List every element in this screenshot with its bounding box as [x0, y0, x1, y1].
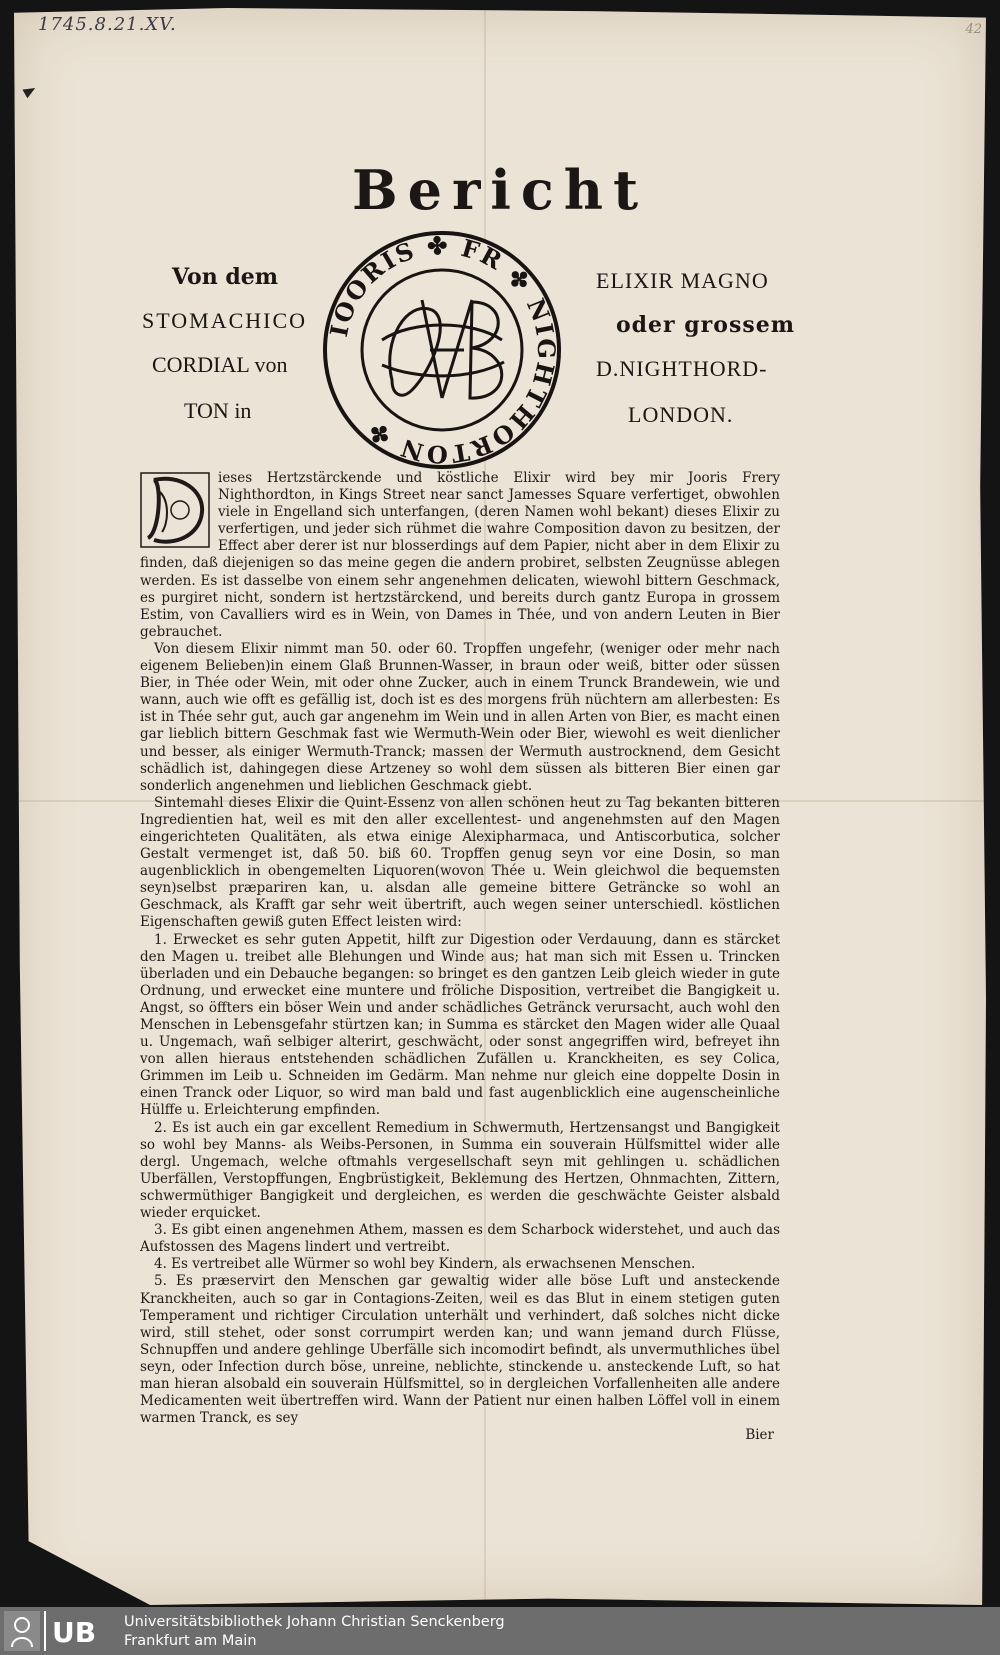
paragraph-point-5: 5. Es præservirt den Menschen gar gewaltig wider alle böse Luft und ansteckende Kranckheiten, auch so gar in Contagions-Zeiten, weil es das Blut in einem stetigen guten Temperament und richtiger Circulation unterhält und verhindert, daß solches nicht dicke wird, still stehet, oder sonst corrumpirt werden kan; und wann jemand durch Flüsse, Schnupffen und andere gehlinge Uberfälle sich incomodirt befindt, als unvermuthliches übel seyn, oder Infection durch böse, unreine, neblichte, stinckende u. ansteckende Luft, so hat man hieran alsobald ein souverain Hülfsmittel, so in dergleichen Vorfallenheiten alle andere Medicamenten weit übertreffen wird. Wann der Patient nur einen halben Löffel voll in einem warmen Tranck, es sey [140, 1273, 780, 1427]
heading-left-line-2: STOMACHICO [142, 308, 308, 333]
paragraph-ingredients: Sintemahl dieses Elixir die Quint-Essenz von allen schönen heut zu Tag bekanten bitteren Ingredientien hat, weil es mit den aller excellentest- und angenehmsten auf den Magen eingerichteten Qualitäten, als etwa einige Alexipharmaca, und Antiscorbutica, solcher Gestalt vermenget ist, daß 50. biß 60. Tropffen genug seyn vor eine Dosin, so man augenblicklich in obengemelten Liquoren(wovon Thée u. Wein gleichwol die bequemsten seyn)selbst præpariren kan, u. alsdan alle gemeine bittere Geträncke so wohl an Geschmack, als Krafft gar sehr weit übertrift, auch wegen seiner unterschiedl. köstlichen Eigenschaften gewiß guten Effect leisten wird: [140, 794, 780, 931]
heading-right-line-3: D.NIGHTHORD- [596, 356, 768, 381]
catchword: Bier [745, 1427, 774, 1444]
paragraph-point-4: 4. Es vertreibet alle Würmer so wohl bey Kindern, als erwachsenen Menschen. [154, 1256, 696, 1273]
decorated-initial-letter [140, 472, 210, 548]
heading-right-line-4: LONDON. [628, 402, 734, 427]
ub-logo-icon [4, 1611, 114, 1651]
maker-seal-emblem [322, 230, 562, 470]
paragraph-dosage: Von diesem Elixir nimmt man 50. oder 60. Tropffen ungefehr, (weniger oder mehr nach eigenem Belieben)in einem Glaß Brunnen-Wasser, in braun oder weiß, bitter oder süssen Bier, in Thée oder Wein, mit oder ohne Zucker, auch in einem Trunck Brandewein, wie und wann, auch wie offt es gefällig ist, doch ist es des morgens früh nüchtern am allerbesten: Es ist in Thée sehr gut, auch gar angenehm im Wein und in allen Arten von Bier, es macht einen gar lieblich bittern Geschmak fast wie Wermuth-Wein oder Bier, wiewohl es weit dienlicher und besser, als einiger Wermuth-Tranck; massen der Wermuth austrocknend, dem Gesicht schädlich ist, dahingegen diese Artzeney so wohl dem süssen als bitteren Bier einen gar sonderlich angenehmen und lieblichen Geschmack giebt. [140, 640, 780, 794]
paragraph-point-1: 1. Erwecket es sehr guten Appetit, hilft zur Digestion oder Verdauung, dann es stärcket den Magen u. treibet alle Blehungen und Winde aus; hat man sich mit Essen u. Trincken überladen und ein Debauche begangen: so bringet es den gantzen Leib gleich wieder in gute Ordnung, und erwecket eine muntere und fröliche Disposition, vertreibet die Bangigkeit u. Angst, so öffters ein böser Wein und ander schädliches Getränck verursacht, auch wohl den Menschen in Lebensgefahr stürtzen kan; in Summa es stärcket den Magen wider alle Quaal u. Ungemach, wañ selbiger alterirt, geschwächt, oder sonst angegriffen wird, befreyet ihn von allen hieraus entstehenden schädlichen Zufällen u. Kranckheiten, es sey Colica, Grimmen im Leib u. Schneiden im Gedärm. Man nehme nur gleich eine doppelte Dosin in einen Tranck oder Liquor, so wird man bald und fast augenblicklich eine augenscheinliche Hülffe u. Erleichterung empfinden. [140, 931, 780, 1119]
seal-ring-text: IOORIS ✤ FR ✤ NIGHTHORTON ✤ [323, 230, 562, 470]
library-name-line-1: Universitätsbibliothek Johann Christian Senckenberg [124, 1614, 505, 1630]
heading-left-line-3: CORDIAL von [152, 352, 288, 377]
library-footer [0, 1607, 1000, 1655]
library-name-line-2: Frankfurt am Main [124, 1633, 257, 1649]
page-number-annotation: 42 [965, 22, 982, 37]
heading-right-line-2: oder grossem [616, 312, 795, 338]
svg-text:D: D [175, 522, 176, 523]
heading-left-line-4: TON in [184, 398, 252, 423]
paragraph-point-3: 3. Es gibt einen angenehmen Athem, massen es dem Scharbock widerstehet, und auch das Aufstossen des Magens lindert und vertreibt. [140, 1222, 780, 1256]
paragraph-intro: ieses Hertzstärckende und köstliche Elixir wird bey mir Jooris Frery Nighthordton, in Kings Street near sanct Jamesses Square verfertiget, obwohlen viele in Engelland sich unterfangen, (deren Namen wohl bekant) dieses Elixir zu verfertigen, und jeder sich rühmet die wahre Composition davon zu besitzen, der Effect aber derer ist nur blosserdings auf dem Papier, nicht aber in dem Elixir zu finden, daß diejenigen so das meine gegen die andern probiret, selbsten Zeugnüsse ablegen werden. Es ist dasselbe von einem sehr angenehmen delicaten, wiewohl bittern Geschmack, es purgiret nicht, sondern ist hertzstärckend, und bereits durch gantz Europa in grossem Estim, von Cavalliers wird es in Wein, von Dames in Thée, und von andern Leuten in Bier gebrauchet. [140, 470, 780, 640]
heading-right-line-1: ELIXIR MAGNO [596, 268, 769, 293]
document-body [140, 470, 780, 1444]
paragraph-point-2: 2. Es ist auch ein gar excellent Remedium in Schwermuth, Hertzensangst und Bangigkeit so wohl bey Manns- als Weibs-Personen, in Summa ein souverain Hülfsmittel wider alle dergl. Ungemach, welche oftmahls vergesellschaft seyn mit gehlingen u. schädlichen Uberfällen, Verstopffungen, Engbrüstigkeit, Beklemung des Hertzen, Ohnmachten, Zittern, schwermüthiger Bangigkeit und dergleichen, es werden die geschwächte Geister alsbald wieder erquicket. [140, 1119, 780, 1222]
page-title: Bericht [351, 158, 649, 222]
pencil-annotation: 1745.8.21.XV. [38, 14, 177, 35]
heading-left-line-1: Von dem [172, 264, 279, 290]
svg-text:UB: UB [52, 1616, 97, 1649]
library-name [124, 1613, 505, 1651]
